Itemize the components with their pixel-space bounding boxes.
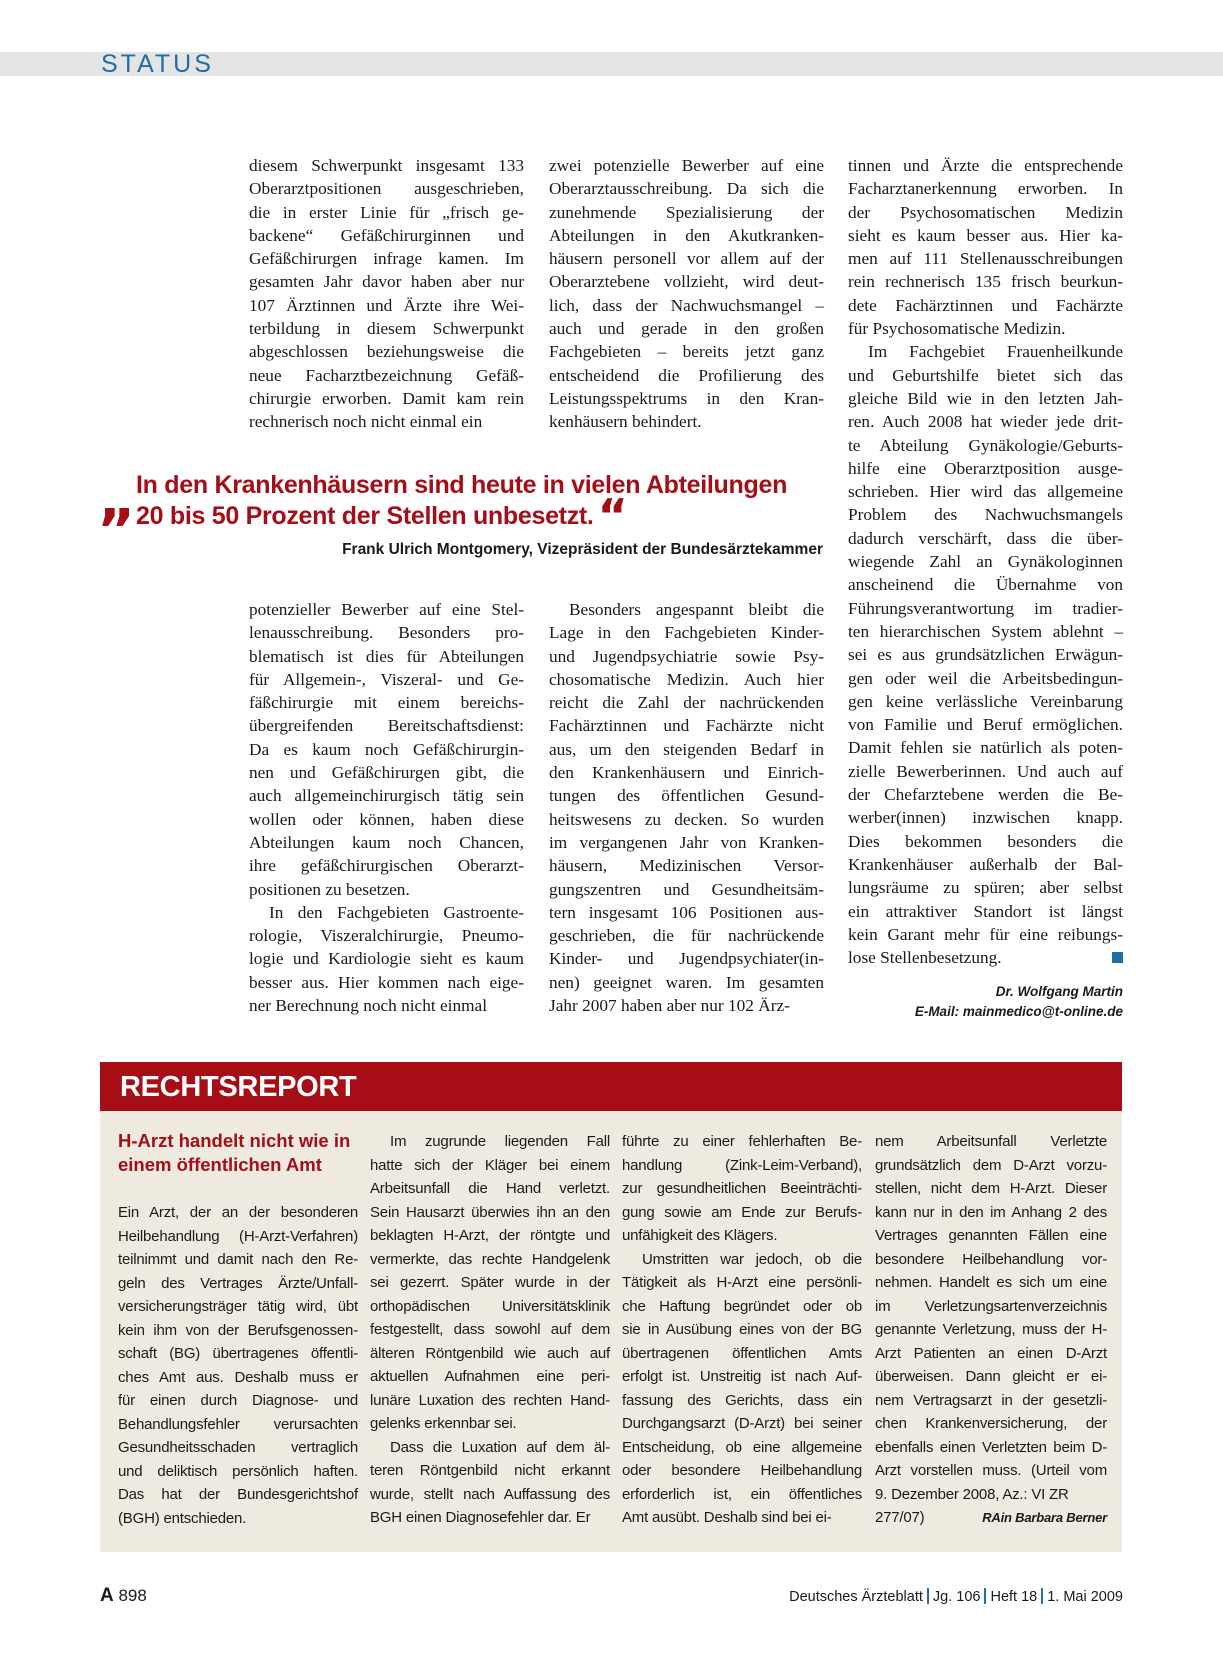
text-line: ihre gefäßchirurgischen Oberarzt- xyxy=(249,856,524,876)
text-line: Oberarztpositionen ausgeschrieben, xyxy=(249,179,524,199)
text-line: von Familie und Beruf ermöglichen. xyxy=(848,715,1123,735)
text-line: gleiche Bild wie in den letzten Jah- xyxy=(848,388,1123,408)
page-number-value: 898 xyxy=(118,1586,147,1605)
text-line: lenausschreibung. Besonders pro- xyxy=(249,623,524,643)
rechtsreport-col4-last-line: 277/07) xyxy=(875,1509,925,1526)
text-line: aus, um den steigenden Bedarf in xyxy=(549,739,824,759)
rechtsreport-subhead-line1: H-Arzt handelt nicht wie in xyxy=(118,1130,351,1151)
text-line: positionen zu besetzen. xyxy=(249,879,410,899)
text-line: kann nur in den im Anhang 2 des xyxy=(875,1203,1107,1221)
rechtsreport-col3-paragraph-1 xyxy=(622,1130,862,1248)
text-line: Abteilungen in den Akutkranken- xyxy=(549,225,824,245)
journal-name: Deutsches Ärzteblatt xyxy=(789,1589,923,1605)
text-line: Oberarztausschreibung. Da sich die xyxy=(549,179,824,199)
text-line: backene“ Gefäßchirurginnen und xyxy=(249,225,524,245)
rechtsreport-col4-text xyxy=(875,1130,1107,1506)
text-line: fäßchirurgie mit einem bereichs- xyxy=(249,693,524,713)
journal-info xyxy=(789,1588,1123,1606)
text-line: logie und Kardiologie sieht es kaum xyxy=(249,949,524,969)
text-line: ein attraktiver Standort ist längst xyxy=(848,901,1123,921)
text-line: lungsräume zu spüren; aber selbst xyxy=(848,878,1123,898)
text-line: Lage in den Fachgebieten Kinder- xyxy=(549,623,824,643)
text-line: kein ihm von der Berufsgenossen- xyxy=(118,1321,358,1339)
text-line: aktuellen Aufnahmen eine peri- xyxy=(370,1368,610,1385)
rechtsreport-col2-paragraph-1 xyxy=(370,1130,610,1436)
quote-open-mark: „ xyxy=(98,465,137,533)
text-line: nen und Gefäßchirurgen gibt, die xyxy=(249,763,524,783)
text-line: wiegende Zahl an Gynäkologinnen xyxy=(848,552,1123,572)
journal-date: 1. Mai 2009 xyxy=(1047,1589,1123,1605)
text-line: BGH einen Diagnosefehler dar. Er xyxy=(370,1509,591,1526)
text-line: fassung des Gerichts, dass ein xyxy=(622,1391,862,1409)
text-line: Da es kaum noch Gefäßchirurgin- xyxy=(249,739,524,759)
page-prefix: A xyxy=(100,1585,114,1606)
text-line: rechnerisch noch nicht einmal ein xyxy=(249,412,483,432)
text-line: und Geburtshilfe bietet sich das xyxy=(848,365,1123,385)
text-line: genannte Verletzung, muss der H- xyxy=(875,1321,1107,1338)
author-name: Dr. Wolfgang Martin xyxy=(995,984,1123,999)
article-col1-top xyxy=(249,154,524,434)
article-col2-bottom xyxy=(549,598,824,1017)
text-line: chirurgie erworben. Damit kam rein xyxy=(249,388,524,408)
text-line: Dies bekommen besonders die xyxy=(848,831,1123,851)
text-line: nem Arbeitsunfall Verletzte xyxy=(875,1133,1107,1150)
text-line: Im Fachgebiet Frauenheilkunde xyxy=(868,342,1123,362)
text-line: zur gesundheitlichen Beeinträchti- xyxy=(622,1180,862,1197)
text-line: Jahr 2007 haben aber nur 102 Ärz- xyxy=(549,996,790,1016)
article-col1-bottom xyxy=(249,598,524,1017)
rechtsreport-col2-paragraph-2 xyxy=(370,1436,610,1530)
rechtsreport-col4-last xyxy=(875,1506,1107,1530)
rechtsreport-title: RECHTSREPORT xyxy=(120,1071,357,1103)
text-line: tinnen und Ärzte die entsprechende xyxy=(848,156,1123,175)
text-line: führte zu einer fehlerhaften Be- xyxy=(622,1133,862,1150)
separator xyxy=(1041,1588,1043,1604)
text-line: te Abteilung Gynäkologie/Geburts- xyxy=(848,435,1123,455)
text-line: Dass die Luxation auf dem äl- xyxy=(390,1438,610,1456)
text-line: lich, dass der Nachwuchsmangel – xyxy=(549,295,824,315)
text-line: gen keine verlässliche Vereinbarung xyxy=(848,691,1123,711)
text-line: Vertrages genannten Fällen eine xyxy=(875,1227,1107,1244)
text-line: hatte sich der Kläger bei einem xyxy=(370,1156,610,1174)
text-line: dete Fachärztinnen und Fachärzte xyxy=(848,295,1123,315)
text-line: zielle Bewerberinnen. Und auch auf xyxy=(848,761,1123,781)
text-line: wollen oder können, haben diese xyxy=(249,809,524,829)
text-line: Amt ausübt. Deshalb sind bei ei- xyxy=(622,1509,832,1526)
text-line: schrieben. Hier wird das allgemeine xyxy=(848,482,1123,502)
text-line: Das hat der Bundesgerichtshof xyxy=(118,1486,358,1503)
text-line: festgestellt, dass sowohl auf dem xyxy=(370,1321,610,1338)
text-line: ebenfalls einen Verletzten beim D- xyxy=(875,1438,1107,1456)
text-line: potenzieller Bewerber auf eine Stel- xyxy=(249,600,524,619)
text-line: nen) geeignet waren. Im gesamten xyxy=(549,972,824,992)
text-line: che Haftung begründet oder ob xyxy=(622,1297,862,1315)
text-line: Arzt Patienten an einen D-Arzt xyxy=(875,1344,1107,1362)
text-line: den Krankenhäusern und Einrich- xyxy=(549,763,824,783)
text-line: abgeschlossen beziehungsweise die xyxy=(249,342,524,362)
rechtsreport-col2 xyxy=(370,1130,610,1530)
text-line: besser aus. Hier kommen nach eige- xyxy=(249,972,524,992)
text-line: für Allgemein-, Viszeral- und Ge- xyxy=(249,669,524,689)
text-line: Damit fehlen sie natürlich als poten- xyxy=(848,738,1123,758)
rechtsreport-col3-paragraph-2 xyxy=(622,1248,862,1530)
text-line: teren Röntgenbild nicht erkannt xyxy=(370,1462,610,1479)
text-line: geln des Vertrages Ärzte/Unfall- xyxy=(118,1274,358,1292)
text-line: grundsätzlich dem D-Arzt vorzu- xyxy=(875,1156,1107,1174)
text-line: orthopädischen Universitätsklinik xyxy=(370,1297,610,1315)
text-line: der Psychosomatischen Medizin xyxy=(848,202,1123,222)
text-line: kein Garant mehr für eine reibungs- xyxy=(848,924,1123,944)
text-line: gesamten Jahr davor haben aber nur xyxy=(249,272,524,292)
rechtsreport-signature: RAin Barbara Berner xyxy=(982,1510,1107,1525)
text-line: tern insgesamt 106 Positionen aus- xyxy=(549,902,824,922)
text-line: hilfe eine Oberarztposition ausge- xyxy=(848,458,1123,478)
text-line: chosomatische Medizin. Auch hier xyxy=(549,669,824,689)
text-line: ner Berechnung noch nicht einmal xyxy=(249,996,488,1016)
text-line: sie in Ausübung eines von der BG xyxy=(622,1321,862,1338)
text-line: häusern, Medizinischen Versor- xyxy=(549,856,824,876)
rechtsreport-subhead-line2: einem öffentlichen Amt xyxy=(118,1154,322,1175)
text-line: terbildung in diesem Schwerpunkt xyxy=(249,319,524,339)
text-line: Abteilungen kaum noch Chancen, xyxy=(249,832,524,852)
text-line: 9. Dezember 2008, Az.: VI ZR xyxy=(875,1485,1069,1503)
text-line: diesem Schwerpunkt insgesamt 133 xyxy=(249,156,524,175)
journal-issue: Heft 18 xyxy=(990,1589,1038,1605)
rechtsreport-col4 xyxy=(875,1130,1107,1530)
text-line: Im zugrunde liegenden Fall xyxy=(390,1133,610,1150)
article-col1-paragraph-1 xyxy=(249,598,524,901)
text-line: In den Fachgebieten Gastroente- xyxy=(269,902,524,922)
text-line: teilnimmt und damit nach den Re- xyxy=(118,1251,358,1268)
text-line: übertragenen öffentlichen Amts xyxy=(622,1344,862,1362)
text-line: oder besondere Heilbehandlung xyxy=(622,1462,862,1479)
text-line: die in erster Linie für „frisch ge- xyxy=(249,202,524,222)
text-line: Führungsverantwortung im tradier- xyxy=(848,598,1123,618)
text-line: zwei potenzielle Bewerber auf eine xyxy=(549,156,824,175)
text-line: nem Vertragsarzt in der gesetzli- xyxy=(875,1391,1107,1409)
text-line: kenhäusern behindert. xyxy=(549,412,702,432)
rechtsreport-subhead xyxy=(118,1129,358,1177)
text-line: (BGH) entschieden. xyxy=(118,1509,247,1527)
text-line: Entscheidung, ob eine allgemeine xyxy=(622,1438,862,1456)
text-line: nehmen. Handelt es sich um eine xyxy=(875,1274,1107,1291)
text-line: werber(innen) inzwischen knapp. xyxy=(848,808,1123,828)
text-line: geschrieben, die für nachrückende xyxy=(549,926,824,946)
text-line: gungszentren und Gesundheitsäm- xyxy=(549,879,824,899)
text-line: und Jugendpsychiatrie sowie Psy- xyxy=(549,646,824,666)
article-col3-paragraph-2 xyxy=(848,340,1123,969)
text-line: Gefäßchirurgen infrage kamen. Im xyxy=(249,249,524,269)
text-line: Kinder- und Jugendpsychiater(in- xyxy=(549,949,824,969)
text-line: heitswesens zu decken. So wurden xyxy=(549,809,824,829)
text-line: reicht die Zahl der nachrückenden xyxy=(549,693,824,713)
text-line: erfolgt ist. Unstreitig ist nach Auf- xyxy=(622,1368,862,1385)
text-line: Durchgangsarzt (D-Arzt) bei seiner xyxy=(622,1415,862,1432)
text-line: Problem des Nachwuchsmangels xyxy=(848,505,1123,525)
text-line: für Psychosomatische Medizin. xyxy=(848,319,1066,339)
rechtsreport-col1 xyxy=(118,1201,358,1530)
text-line: überweisen. Dann gleicht er ei- xyxy=(875,1368,1107,1385)
text-line: vermerkte, das rechte Handgelenk xyxy=(370,1250,610,1268)
text-line: ten hierarchischen System ablehnt – xyxy=(848,621,1123,641)
separator xyxy=(927,1588,929,1604)
text-line: ches Amt aus. Deshalb muss er xyxy=(118,1368,358,1386)
text-line: rologie, Viszeralchirurgie, Pneumo- xyxy=(249,926,524,946)
pull-quote-line1: In den Krankenhäusern sind heute in vielen Abteilungen xyxy=(136,471,788,499)
journal-volume: Jg. 106 xyxy=(932,1589,981,1605)
text-line: entscheidend die Profilierung des xyxy=(549,365,824,385)
text-line: gelenks erkennbar sei. xyxy=(370,1415,517,1432)
text-line: der Chefarztebene werden die Be- xyxy=(848,785,1123,805)
section-label: STATUS xyxy=(101,50,214,78)
text-line: anscheinend die Übernahme von xyxy=(848,575,1123,595)
text-line: sei es aus grundsätzlichen Erwägun- xyxy=(848,645,1123,665)
text-line: älteren Röntgenbild wie auch auf xyxy=(370,1344,610,1362)
text-line: wurde, stellt nach Auffassung des xyxy=(370,1485,610,1503)
text-line: handlung (Zink-Leim-Verband), xyxy=(622,1156,862,1174)
text-line: Sein Hausarzt überwies ihn an den xyxy=(370,1203,610,1221)
text-line: men auf 111 Stellenausschreibungen xyxy=(848,249,1123,269)
text-line: Leistungsspektrums in den Kran- xyxy=(549,388,824,408)
text-line: Tätigkeit als H-Arzt eine persönli- xyxy=(622,1274,862,1291)
quote-close-mark: “ xyxy=(597,489,628,543)
page-number xyxy=(100,1585,147,1607)
text-line: häusern personell vor allem auf der xyxy=(549,249,824,269)
text-line: Fachärztinnen und Fachärzte nicht xyxy=(549,716,824,736)
text-line: Heilbehandlung (H-Arzt-Verfahren) xyxy=(118,1227,358,1245)
article-col1-paragraph-2 xyxy=(249,901,524,1017)
text-line: rein rechnerisch 135 frisch beurkun- xyxy=(848,272,1123,292)
text-line: Ein Arzt, der an der besonderen xyxy=(118,1204,358,1221)
text-line: Besonders angespannt bleibt die xyxy=(569,600,824,619)
text-line: besondere Heilbehandlung vor- xyxy=(875,1250,1107,1268)
pull-quote-line2: 20 bis 50 Prozent der Stellen unbesetzt.“ xyxy=(136,489,628,543)
pull-quote xyxy=(136,470,836,543)
text-line: im Verletzungsartenverzeichnis xyxy=(875,1297,1107,1315)
text-line: Fachgebieten – bereits jetzt ganz xyxy=(549,342,824,362)
text-line: Arzt vorstellen muss. (Urteil vom xyxy=(875,1462,1107,1479)
text-line: blematisch ist dies für Abteilungen xyxy=(249,646,524,666)
text-line: Umstritten war jedoch, ob die xyxy=(642,1250,862,1268)
text-line: gen oder weil die Arbeitsbedingun- xyxy=(848,668,1123,688)
text-line: versicherungsträger tätig wird, übt xyxy=(118,1298,358,1315)
text-line: unfähigkeit des Klägers. xyxy=(622,1227,778,1244)
text-line: Oberarztebene vollzieht, wird deut- xyxy=(549,272,824,292)
separator xyxy=(984,1588,986,1604)
text-line: stellen, nicht dem H-Arzt. Dieser xyxy=(875,1180,1107,1197)
end-square-icon xyxy=(1112,952,1123,963)
article-col3-paragraph-1 xyxy=(848,154,1123,340)
text-line: tungen des öffentlichen Gesund- xyxy=(549,786,824,806)
text-line: übergreifenden Bereitschaftsdienst: xyxy=(249,716,524,736)
text-line: für einen durch Diagnose- und xyxy=(118,1392,358,1409)
text-line: beklagten H-Arzt, der röntgte und xyxy=(370,1227,610,1244)
text-line: und deliktisch persönlich haften. xyxy=(118,1462,358,1480)
quote-author: Frank Ulrich Montgomery, Vizepräsident der Bundesärztekammer xyxy=(342,541,823,558)
author-email: E-Mail: mainmedico@t-online.de xyxy=(914,1004,1123,1019)
text-line: schaft (BG) übertragenes öffentli- xyxy=(118,1345,358,1362)
text-line: neue Facharztbezeichnung Gefäß- xyxy=(249,365,524,385)
text-line: Behandlungsfehler verursachten xyxy=(118,1415,358,1433)
article-col2-top xyxy=(549,154,824,434)
text-line: gung sowie am Ende zur Berufs- xyxy=(622,1203,862,1221)
text-line: Gesundheitsschaden vertraglich xyxy=(118,1439,358,1456)
text-line: sieht es kaum besser aus. Hier ka- xyxy=(848,225,1123,245)
text-line: erforderlich ist, ein öffentliches xyxy=(622,1485,862,1503)
text-line: sei gezerrt. Später wurde in der xyxy=(370,1274,610,1291)
text-line: zunehmende Spezialisierung der xyxy=(549,202,824,222)
text-line: Facharztanerkennung erworben. In xyxy=(848,179,1123,199)
article-col3 xyxy=(848,154,1123,969)
text-line: ren. Auch 2008 hat wieder jede drit- xyxy=(848,412,1123,432)
text-line: lunäre Luxation des rechten Hand- xyxy=(370,1391,610,1409)
text-line: Krankenhäuser außerhalb der Bal- xyxy=(848,854,1123,874)
text-line: lose Stellenbesetzung. xyxy=(848,946,1123,969)
text-line: auch allgemeinchirurgisch tätig sein xyxy=(249,786,524,806)
text-line: chen Krankenversicherung, der xyxy=(875,1415,1107,1432)
rechtsreport-col3 xyxy=(622,1130,862,1530)
text-line: auch und gerade in den großen xyxy=(549,319,824,339)
text-line: dadurch verschärft, dass die über- xyxy=(848,528,1123,548)
text-line: 107 Ärztinnen und Ärzte ihre Wei- xyxy=(249,295,524,315)
text-line: Arbeitsunfall die Hand verletzt. xyxy=(370,1180,610,1197)
text-line: im vergangenen Jahr von Kranken- xyxy=(549,832,824,852)
